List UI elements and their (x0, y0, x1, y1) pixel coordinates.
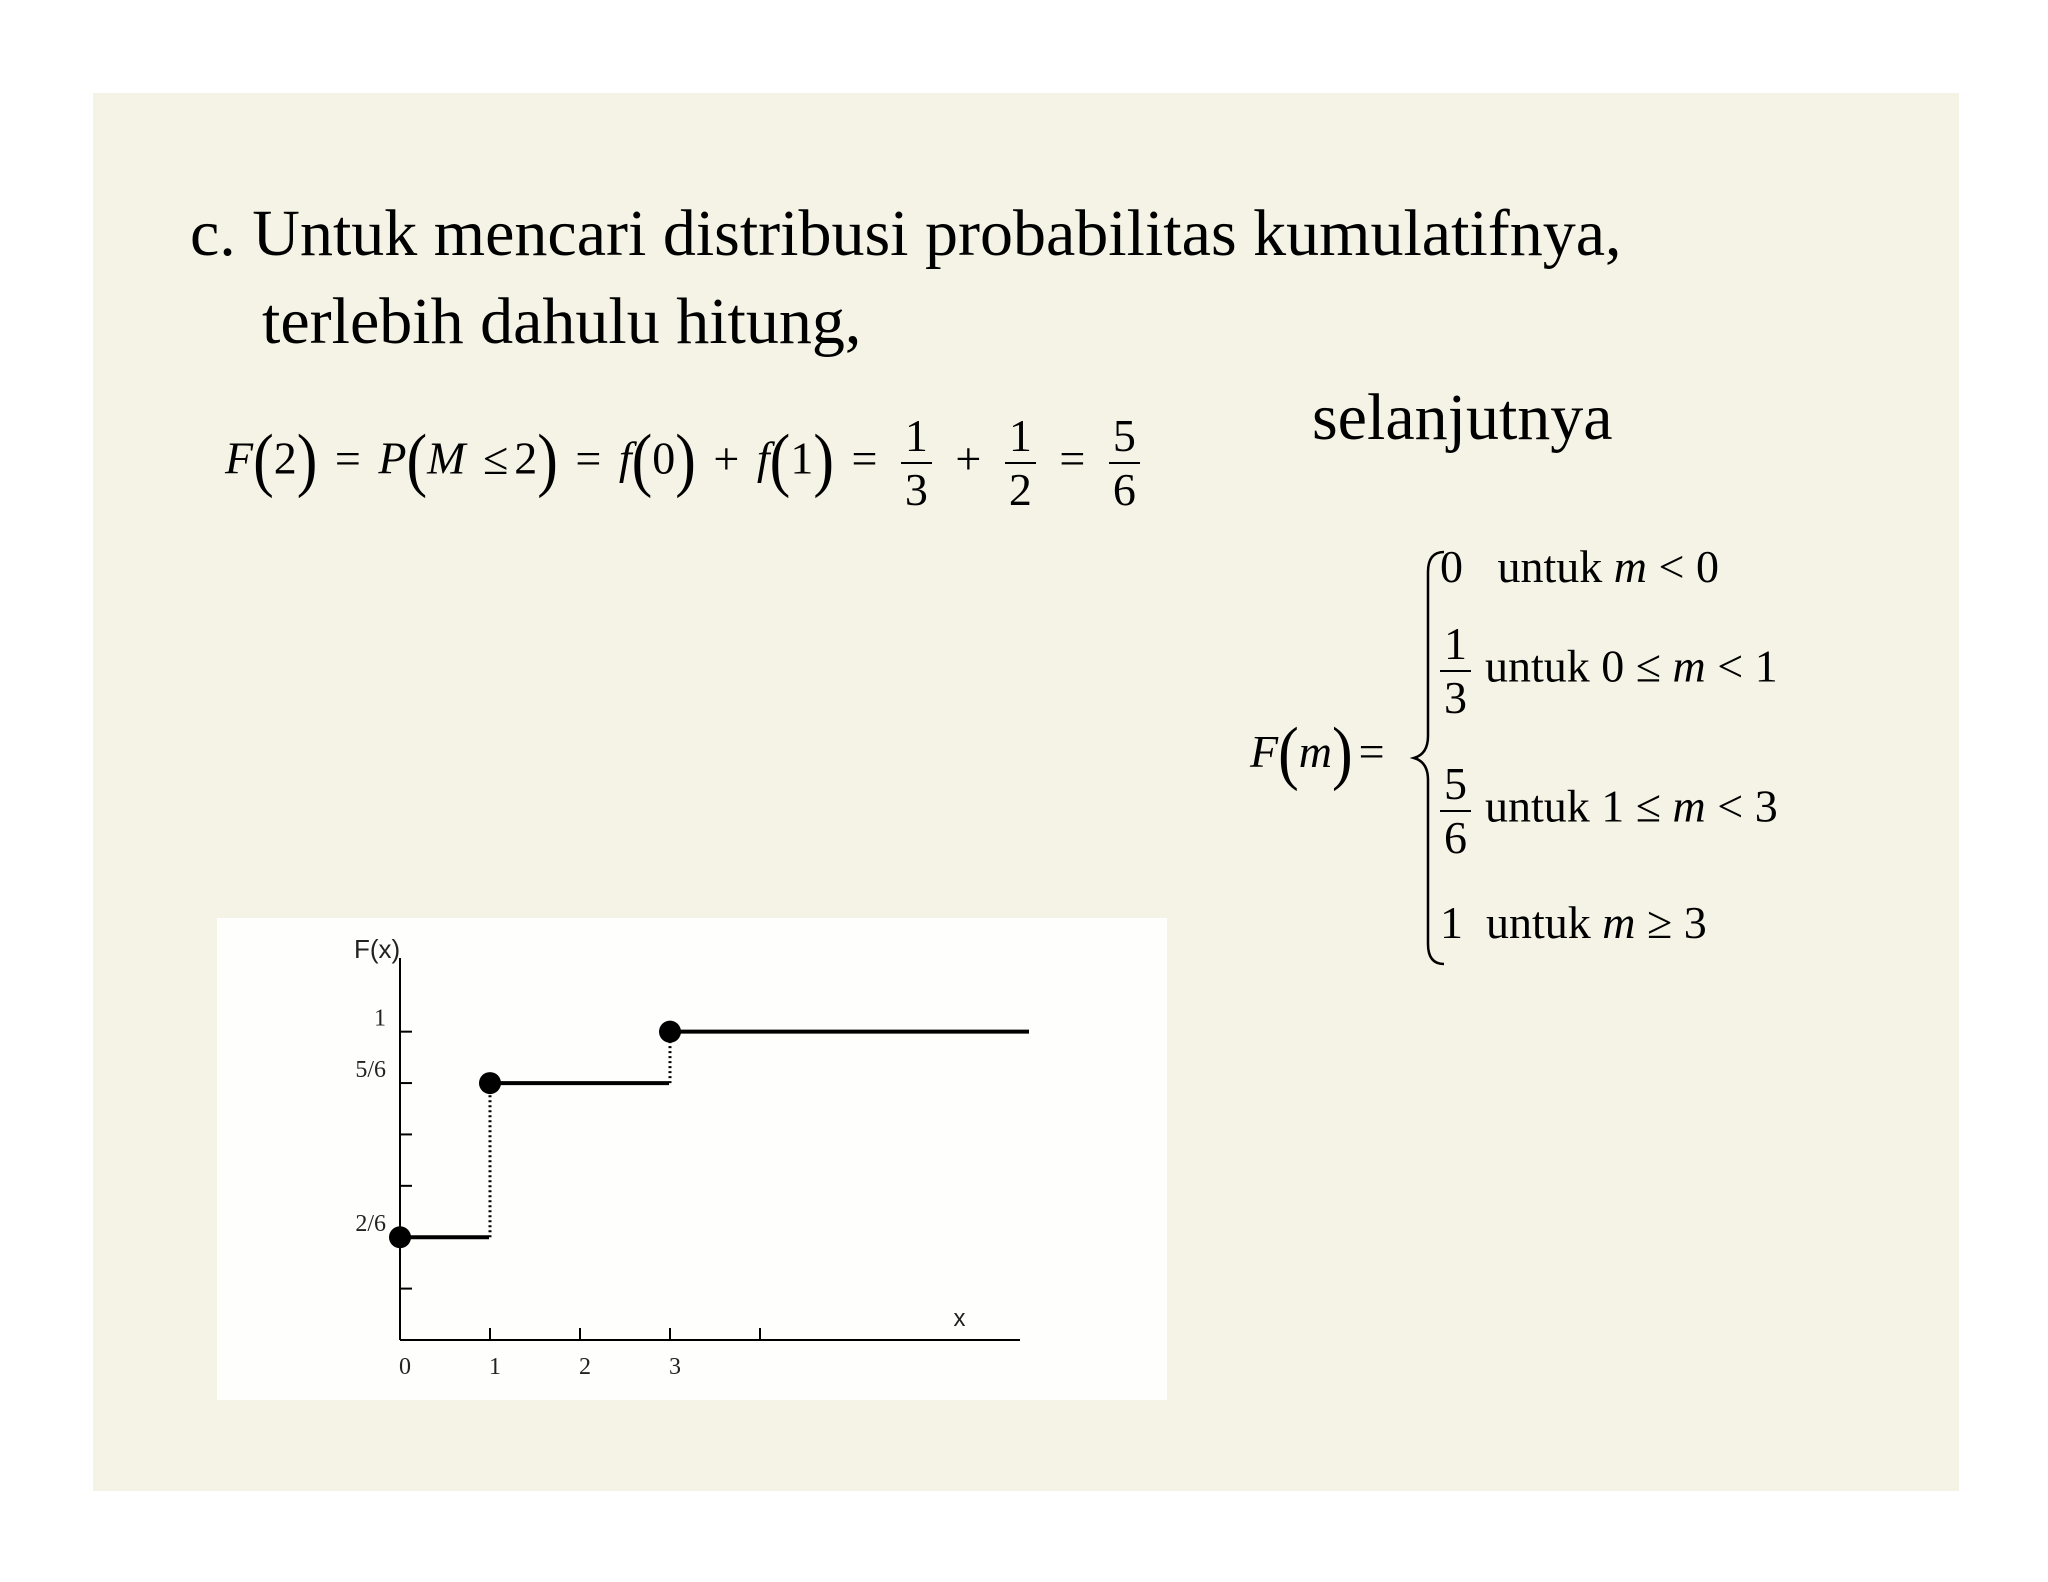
piecewise-row-2: $\frac{1}{3}$ untuk 0 ≤ m < 1 (1440, 618, 1778, 724)
x-tick-label: 1 (489, 1354, 501, 1380)
eq-lhs-func: F (225, 432, 254, 484)
eq-equals-2: = (575, 432, 602, 484)
x-tick-label: 2 (579, 1354, 591, 1380)
eq-plus-1: + (713, 432, 740, 484)
y-tick-label: 2/6 (355, 1211, 386, 1238)
piecewise-row-1: 0 untuk m < 0 (1440, 541, 1719, 592)
eq-equals-1: = (334, 432, 361, 484)
piecewise-row-4: 1 untuk m ≥ 3 (1440, 897, 1707, 948)
fraction-2: $\frac{1}{2}$ (1005, 410, 1036, 516)
heading-line-2: terlebih dahulu hitung, (262, 285, 862, 358)
eq-le: ≤ (482, 432, 509, 484)
eq-f-2: f (756, 432, 770, 484)
eq-f-2-arg: 1 (790, 432, 814, 484)
x-axis-label: x (953, 1305, 966, 1332)
y-tick-label: 1 (374, 1005, 386, 1032)
cdf-step-chart (217, 918, 1167, 1400)
fraction-3: $\frac{5}{6}$ (1109, 410, 1140, 516)
eq-equals-4: = (1059, 432, 1086, 484)
eq-var: M (427, 432, 466, 484)
step-point (659, 1021, 681, 1043)
y-axis-label: F(x) (354, 934, 401, 964)
piecewise-row-3: $\frac{5}{6}$ untuk 1 ≤ m < 3 (1440, 758, 1778, 864)
eq-f-1: f (618, 432, 632, 484)
next-word: selanjutnya (1312, 381, 1613, 454)
x-tick-label: 3 (669, 1354, 681, 1380)
x-tick-label: 0 (399, 1354, 411, 1380)
eq-prob: P (378, 432, 407, 484)
step-point (479, 1072, 501, 1094)
fraction-1: $\frac{1}{3}$ (901, 410, 932, 516)
y-tick-label: 5/6 (355, 1057, 386, 1084)
heading-line-1: c. Untuk mencari distribusi probabilitas kumulatifnya, (190, 197, 1622, 270)
eq-f-1-arg: 0 (652, 432, 676, 484)
step-point (389, 1226, 411, 1248)
f2-equation: F(2) = P(M ≤ 2) = f(0) + f(1) = $\frac{1}{3}$ + $\frac{1}{2}$ = $\frac{5}{6}$ (225, 410, 1146, 516)
eq-equals-3: = (851, 432, 878, 484)
slide-heading (190, 190, 1622, 366)
eq-plus-2: + (955, 432, 982, 484)
eq-bound: 2 (514, 432, 538, 484)
eq-lhs-arg: 2 (273, 432, 297, 484)
cdf-chart-panel (217, 918, 1167, 1400)
piecewise-lhs: F(m) = (1250, 713, 1385, 793)
